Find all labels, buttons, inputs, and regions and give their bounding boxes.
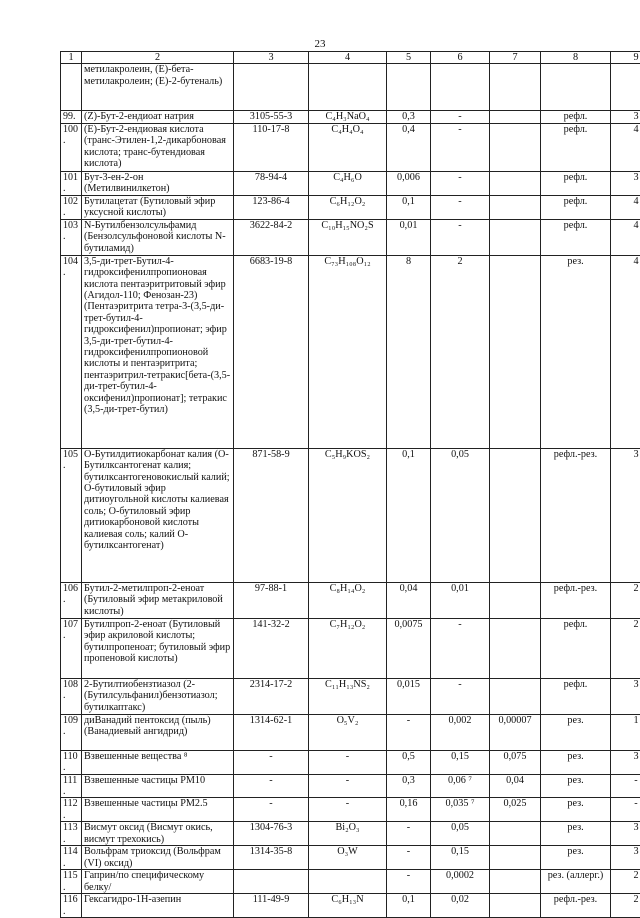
cas-number: 110-17-8	[234, 123, 309, 171]
header-cell: 2	[82, 52, 234, 64]
substance-name: Вольфрам триоксид (Вольфрам (VI) оксид)	[82, 846, 234, 870]
substances-table	[60, 51, 640, 918]
formula	[309, 870, 387, 894]
row-number: 116.	[61, 894, 82, 918]
value-col7	[490, 123, 541, 171]
table-row	[61, 123, 640, 171]
formula: C₅H₉KOS₂	[309, 448, 387, 582]
hazard-class: 1	[611, 714, 640, 750]
value-col5: 0,3	[387, 111, 431, 123]
limiting-indicator: рефл.	[541, 123, 611, 171]
value-col7: 0,00007	[490, 714, 541, 750]
formula: O₃W	[309, 846, 387, 870]
cas-number: 1314-35-8	[234, 846, 309, 870]
value-col5	[387, 64, 431, 111]
table-row	[61, 894, 640, 918]
hazard-class: 3	[611, 171, 640, 195]
row-number: 102.	[61, 195, 82, 219]
value-col6: 0,01	[431, 582, 490, 618]
row-number: 104.	[61, 255, 82, 448]
substance-name: N-Бутилбензолсульфамид (Бензолсульфоновой кислоты N-бутиламид)	[82, 219, 234, 255]
row-number: 105.	[61, 448, 82, 582]
limiting-indicator: рефл.	[541, 219, 611, 255]
cas-number: 123-86-4	[234, 195, 309, 219]
cas-number: 1314-62-1	[234, 714, 309, 750]
substance-name: Бутил-2-метилпроп-2-еноат (Бутиловый эфир метакриловой кислоты)	[82, 582, 234, 618]
row-number: 115.	[61, 870, 82, 894]
value-col6: -	[431, 678, 490, 714]
header-cell: 8	[541, 52, 611, 64]
row-number: 107.	[61, 618, 82, 678]
table-row	[61, 678, 640, 714]
formula: O₅V₂	[309, 714, 387, 750]
substance-name: Бут-3-ен-2-он (Метилвинилкетон)	[82, 171, 234, 195]
table-row	[61, 582, 640, 618]
value-col7	[490, 64, 541, 111]
value-col7	[490, 846, 541, 870]
value-col7	[490, 822, 541, 846]
hazard-class: 2	[611, 618, 640, 678]
cas-number: -	[234, 798, 309, 822]
table-row	[61, 64, 640, 111]
value-col7: 0,025	[490, 798, 541, 822]
row-number: 111.	[61, 774, 82, 798]
value-col5: -	[387, 846, 431, 870]
limiting-indicator: рез.	[541, 714, 611, 750]
cas-number	[234, 870, 309, 894]
value-col6: 0,0002	[431, 870, 490, 894]
row-number: 113.	[61, 822, 82, 846]
limiting-indicator: рез.	[541, 846, 611, 870]
substance-name: Гаприн/по специфическому белку/	[82, 870, 234, 894]
formula: C₇₃H₁₀₈O₁₂	[309, 255, 387, 448]
formula: C₆H₁₂O₂	[309, 195, 387, 219]
table-row	[61, 714, 640, 750]
limiting-indicator: рефл.-рез.	[541, 448, 611, 582]
limiting-indicator: рез.	[541, 255, 611, 448]
cas-number: -	[234, 750, 309, 774]
value-col7: 0,04	[490, 774, 541, 798]
cas-number: 3105-55-3	[234, 111, 309, 123]
cas-number: 111-49-9	[234, 894, 309, 918]
substance-name: 2-Бутилтиобензтиазол (2-(Бутилсульфанил)бензотиазол; бутилкаптакс)	[82, 678, 234, 714]
substance-name: Висмут оксид (Висмут окись, висмут трехокись)	[82, 822, 234, 846]
value-col7	[490, 171, 541, 195]
row-number	[61, 64, 82, 111]
value-col5: 0,04	[387, 582, 431, 618]
value-col7: 0,075	[490, 750, 541, 774]
value-col7	[490, 618, 541, 678]
row-number: 103.	[61, 219, 82, 255]
row-number: 106.	[61, 582, 82, 618]
formula: C₆H₁₃N	[309, 894, 387, 918]
table-row	[61, 255, 640, 448]
hazard-class: 4	[611, 123, 640, 171]
table-row	[61, 870, 640, 894]
value-col5: 0,1	[387, 195, 431, 219]
row-number: 114.	[61, 846, 82, 870]
header-cell: 3	[234, 52, 309, 64]
value-col5: -	[387, 714, 431, 750]
formula: C₄H₆O	[309, 171, 387, 195]
formula: -	[309, 798, 387, 822]
value-col6: -	[431, 171, 490, 195]
value-col7	[490, 255, 541, 448]
page-number: 23	[0, 38, 640, 50]
substance-name: (Z)-Бут-2-ендиоат натрия	[82, 111, 234, 123]
formula	[309, 64, 387, 111]
hazard-class: 3	[611, 750, 640, 774]
value-col7	[490, 448, 541, 582]
table-row	[61, 846, 640, 870]
limiting-indicator: рез.	[541, 822, 611, 846]
value-col6: -	[431, 111, 490, 123]
value-col5: 0,006	[387, 171, 431, 195]
row-number: 110.	[61, 750, 82, 774]
value-col5: 0,1	[387, 894, 431, 918]
value-col5: 0,01	[387, 219, 431, 255]
table-row	[61, 448, 640, 582]
table-row	[61, 798, 640, 822]
cas-number: 1304-76-3	[234, 822, 309, 846]
hazard-class: 3	[611, 448, 640, 582]
value-col5: 0,015	[387, 678, 431, 714]
limiting-indicator	[541, 64, 611, 111]
value-col6: 0,15	[431, 846, 490, 870]
cas-number: 78-94-4	[234, 171, 309, 195]
substance-name: О-Бутилдитиокарбонат калия (О-Бутилксантогенат калия; бутилксантогеновокислый калий; О-бутиловый эфир дитиоугольной кислоты калиевая соль; О-бутиловый эфир дитиокарбоновой кислоты калиевая соль; калий О-бутилксантогенат)	[82, 448, 234, 582]
hazard-class: 2	[611, 894, 640, 918]
value-col6: 0,06 ⁷	[431, 774, 490, 798]
cas-number: 871-58-9	[234, 448, 309, 582]
substance-name: Взвешенные вещества ⁸	[82, 750, 234, 774]
hazard-class: 2	[611, 582, 640, 618]
cas-number	[234, 64, 309, 111]
row-number: 109.	[61, 714, 82, 750]
value-col5: 8	[387, 255, 431, 448]
value-col5: 0,0075	[387, 618, 431, 678]
hazard-class: 2	[611, 870, 640, 894]
substance-name: Бутилацетат (Бутиловый эфир уксусной кислоты)	[82, 195, 234, 219]
hazard-class: -	[611, 798, 640, 822]
formula: C₈H₁₄O₂	[309, 582, 387, 618]
value-col7	[490, 582, 541, 618]
row-number: 101.	[61, 171, 82, 195]
hazard-class: -	[611, 774, 640, 798]
cas-number: 97-88-1	[234, 582, 309, 618]
limiting-indicator: рефл.-рез.	[541, 582, 611, 618]
limiting-indicator: рез. (аллерг.)	[541, 870, 611, 894]
value-col6: 0,05	[431, 822, 490, 846]
substance-name: 3,5-ди-трет-Бутил-4-гидроксифенилпропионовая кислота пентаэритритовый эфир (Агидол-110; Фенозан-23) (Пентаэритрита тетра-3-(3,5-ди-трет-бутил-4-гидроксифенил)пропионат; эфир 3,5-ди-трет-бутил-4-гидроксифенилпропионовой кислоты и пентаэритрита; пентаэритрил-тетракис[бета-(3,5-ди-трет-бутил-4-оксифенил)пропионат]; тетракис (3,5-ди-трет-бутил)	[82, 255, 234, 448]
table-row	[61, 219, 640, 255]
hazard-class	[611, 64, 640, 111]
cas-number: 2314-17-2	[234, 678, 309, 714]
hazard-class: 4	[611, 195, 640, 219]
limiting-indicator: рез.	[541, 774, 611, 798]
formula: C₁₁H₁₃NS₂	[309, 678, 387, 714]
value-col5: 0,16	[387, 798, 431, 822]
value-col5: -	[387, 822, 431, 846]
value-col6: -	[431, 195, 490, 219]
substance-name: Взвешенные частицы РМ2.5	[82, 798, 234, 822]
value-col7	[490, 111, 541, 123]
formula: Bi₂O₃	[309, 822, 387, 846]
hazard-class: 3	[611, 846, 640, 870]
value-col6: -	[431, 219, 490, 255]
cas-number: -	[234, 774, 309, 798]
value-col7	[490, 195, 541, 219]
header-cell: 6	[431, 52, 490, 64]
row-number: 108.	[61, 678, 82, 714]
hazard-class: 3	[611, 822, 640, 846]
cas-number: 3622-84-2	[234, 219, 309, 255]
value-col7	[490, 219, 541, 255]
value-col6: 0,02	[431, 894, 490, 918]
value-col6	[431, 64, 490, 111]
value-col5: 0,4	[387, 123, 431, 171]
value-col7	[490, 894, 541, 918]
limiting-indicator: рефл.	[541, 618, 611, 678]
limiting-indicator: рефл.	[541, 678, 611, 714]
substance-name: Гексагидро-1Н-азепин	[82, 894, 234, 918]
formula: C₇H₁₂O₂	[309, 618, 387, 678]
row-number: 100.	[61, 123, 82, 171]
substance-name: (E)-Бут-2-ендиовая кислота (транс-Этилен-1,2-дикарбоновая кислота; транс-бутендиовая кислота)	[82, 123, 234, 171]
header-cell: 4	[309, 52, 387, 64]
header-cell: 9	[611, 52, 640, 64]
hazard-class: 3	[611, 678, 640, 714]
formula: C₁₀H₁₅NO₂S	[309, 219, 387, 255]
header-cell: 7	[490, 52, 541, 64]
table-row	[61, 171, 640, 195]
formula: C₄H₃NaO₄	[309, 111, 387, 123]
value-col7	[490, 678, 541, 714]
limiting-indicator: рефл.	[541, 195, 611, 219]
table-row	[61, 618, 640, 678]
limiting-indicator: рефл.	[541, 111, 611, 123]
limiting-indicator: рефл.	[541, 171, 611, 195]
cas-number: 141-32-2	[234, 618, 309, 678]
substance-name: метилакролеин, (E)-бета-метилакролеин; (E)-2-бутеналь)	[82, 64, 234, 111]
value-col6: 0,15	[431, 750, 490, 774]
limiting-indicator: рез.	[541, 798, 611, 822]
row-number: 112.	[61, 798, 82, 822]
substance-name: Бутилпроп-2-еноат (Бутиловый эфир акриловой кислоты; бутилпропеноат; бутиловый эфир пропеновой кислоты)	[82, 618, 234, 678]
formula: -	[309, 774, 387, 798]
substance-name: Взвешенные частицы РМ10	[82, 774, 234, 798]
table-row	[61, 111, 640, 123]
value-col5: -	[387, 870, 431, 894]
table-row	[61, 822, 640, 846]
cas-number: 6683-19-8	[234, 255, 309, 448]
value-col6: 0,002	[431, 714, 490, 750]
hazard-class: 4	[611, 219, 640, 255]
header-cell: 1	[61, 52, 82, 64]
formula: C₄H₄O₄	[309, 123, 387, 171]
value-col6: -	[431, 618, 490, 678]
table-row	[61, 774, 640, 798]
limiting-indicator: рез.	[541, 750, 611, 774]
hazard-class: 4	[611, 255, 640, 448]
hazard-class: 3	[611, 111, 640, 123]
value-col5: 0,3	[387, 774, 431, 798]
value-col6: 0,035 ⁷	[431, 798, 490, 822]
formula: -	[309, 750, 387, 774]
value-col6: -	[431, 123, 490, 171]
value-col6: 2	[431, 255, 490, 448]
table-row	[61, 750, 640, 774]
table-row	[61, 195, 640, 219]
header-cell: 5	[387, 52, 431, 64]
value-col7	[490, 870, 541, 894]
row-number: 99.	[61, 111, 82, 123]
table-header-row	[61, 52, 640, 64]
substance-name: диВанадий пентоксид (пыль) (Ванадиевый ангидрид)	[82, 714, 234, 750]
value-col5: 0,5	[387, 750, 431, 774]
value-col5: 0,1	[387, 448, 431, 582]
value-col6: 0,05	[431, 448, 490, 582]
limiting-indicator: рефл.-рез.	[541, 894, 611, 918]
